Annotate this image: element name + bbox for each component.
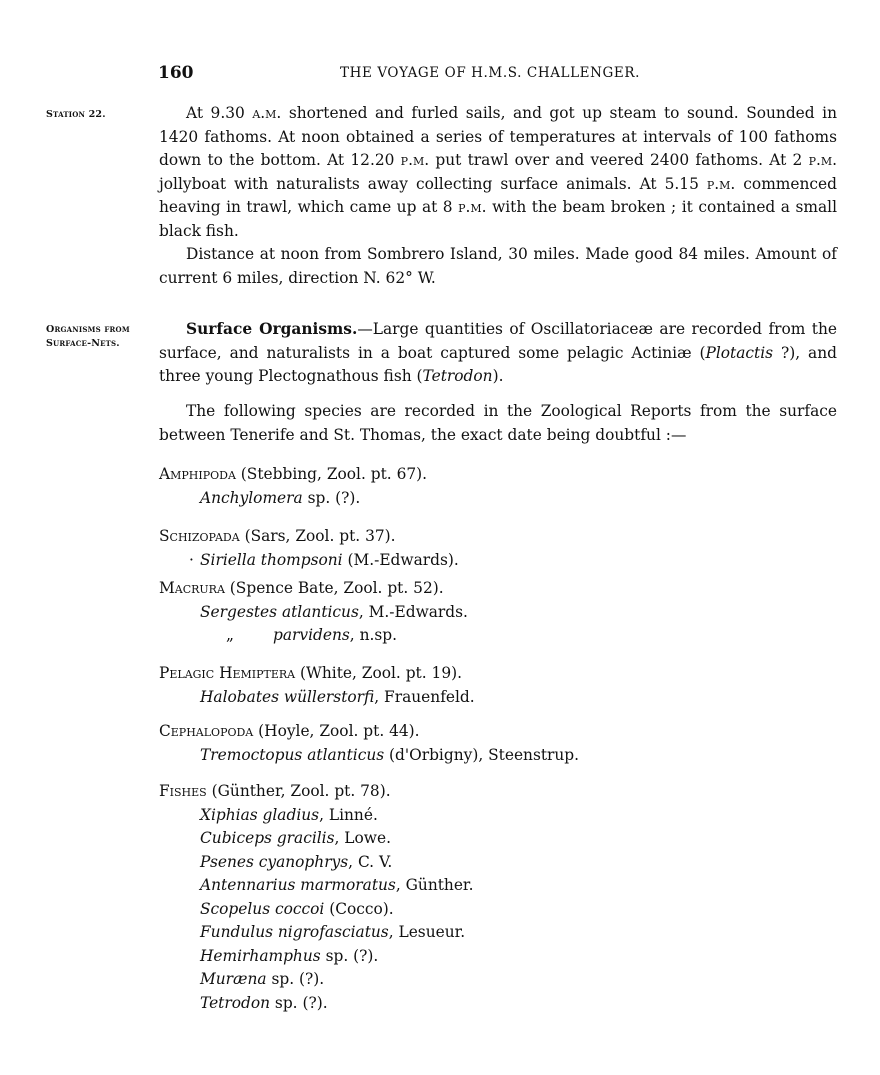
- species-entry: [159, 624, 468, 648]
- time-abbrev: p.m.: [808, 151, 838, 169]
- species-name: Hemirhamphus: [200, 946, 321, 965]
- species-author: , Lesueur.: [388, 923, 466, 941]
- group-reference: (Sars, Zool. pt. 37).: [239, 527, 396, 545]
- species-author: (M.-Edwards).: [342, 550, 459, 569]
- group-name: Cephalopoda: [159, 722, 254, 740]
- group-reference: (Hoyle, Zool. pt. 44).: [253, 722, 420, 740]
- species-name: Muræna: [200, 970, 267, 988]
- species-name: Tetrodon: [200, 993, 271, 1012]
- species-name: Siriella thompsoni: [200, 550, 343, 569]
- species-entry: [159, 874, 474, 898]
- group-name: Pelagic Hemiptera: [159, 664, 296, 682]
- text-run: jollyboat with naturalists away collecting surface animals. At 5.15: [159, 174, 707, 193]
- genus-name: Tetrodon: [422, 367, 493, 385]
- species-entry: [159, 968, 474, 992]
- species-author: sp. (?).: [302, 488, 361, 507]
- group-name: Macrura: [159, 579, 225, 597]
- species-entry: [159, 601, 468, 625]
- species-author: sp. (?).: [270, 993, 328, 1012]
- species-author: , Frauenfeld.: [374, 687, 475, 706]
- text-run: ).: [492, 367, 504, 385]
- page-number: 160: [158, 63, 194, 83]
- species-name: Psenes cyanophrys: [200, 852, 349, 871]
- species-author: , Günther.: [395, 876, 474, 894]
- group-fishes: [159, 780, 474, 1015]
- species-entry: [159, 945, 474, 969]
- group-cephalopoda: [159, 720, 579, 767]
- species-entry: [159, 921, 474, 945]
- species-name: Sergestes atlanticus: [200, 602, 359, 621]
- species-intro-paragraph: The following species are recorded in the Zoological Reports from the surface between Tenerife and St. Thomas, the exact date being doubtful :—: [159, 402, 837, 444]
- time-abbrev: p.m.: [706, 174, 736, 193]
- species-name: Fundulus nigrofasciatus: [200, 923, 389, 941]
- species-author: (Cocco).: [324, 899, 394, 918]
- text-run: ?), and three young Plectognathous fish (: [159, 343, 837, 385]
- text-run: At 9.30: [186, 104, 253, 122]
- species-name: Cubiceps gracilis: [200, 829, 335, 847]
- group-reference: (Stebbing, Zool. pt. 67).: [235, 465, 428, 483]
- page-header: [158, 63, 838, 85]
- species-entry: [159, 898, 474, 922]
- group-name: Amphipoda: [159, 465, 236, 483]
- group-macrura: [159, 577, 468, 648]
- species-name: Xiphias gladius: [200, 805, 320, 824]
- station-narrative-paragraph: [159, 102, 837, 243]
- margin-note-line: Surface-Nets.: [46, 338, 120, 349]
- time-abbrev: p.m.: [400, 151, 430, 169]
- text-run: commenced heaving in trawl, which came up at 8: [159, 174, 837, 216]
- text-run: —Large quantities of Oscillatoriaceæ are recorded from the surface, and naturalists in a boat captured some pelagic Actiniæ (: [159, 320, 838, 362]
- text-run: put trawl over and veered 2400 fathoms. At 2: [429, 151, 809, 169]
- group-name: Fishes: [159, 782, 207, 800]
- species-entry: [159, 851, 474, 875]
- group-pelagic-hemiptera: [159, 662, 475, 709]
- species-author: , Lowe.: [334, 829, 391, 847]
- text-run: shortened and furled sails, and got up steam to sound. Sounded in 1420 fathoms. At noon obtained a series of temperatures at intervals of 100 fathoms down to the bottom. At 12.20: [159, 104, 837, 169]
- group-name: Schizopada: [159, 527, 240, 545]
- species-entry: [159, 686, 475, 710]
- species-author: , C. V.: [348, 852, 393, 871]
- group-reference: (Günther, Zool. pt. 78).: [206, 782, 391, 800]
- section-heading: Surface Organisms.: [186, 320, 358, 338]
- time-abbrev: a.m.: [252, 104, 282, 122]
- species-name: Tremoctopus atlanticus: [200, 745, 385, 764]
- text-run: with the beam broken ; it contained a small black fish.: [159, 198, 837, 240]
- species-entry: [159, 487, 427, 511]
- species-author: , M.-Edwards.: [358, 602, 468, 621]
- margin-note-station: Station 22.: [46, 109, 106, 120]
- time-abbrev: p.m.: [458, 198, 487, 216]
- surface-organisms-paragraph: [159, 318, 837, 389]
- group-reference: (Spence Bate, Zool. pt. 52).: [224, 579, 444, 597]
- species-name: Halobates wüllerstorfi: [200, 687, 375, 706]
- species-entry: [159, 744, 579, 768]
- species-name: parvidens: [273, 626, 350, 644]
- group-schizopada: [159, 525, 459, 572]
- group-amphipoda: [159, 463, 427, 510]
- group-reference: (White, Zool. pt. 19).: [295, 664, 463, 682]
- species-author: sp. (?).: [266, 970, 325, 988]
- species-name: Antennarius marmoratus: [200, 876, 396, 894]
- species-author: , Linné.: [319, 805, 378, 824]
- species-entry: [159, 804, 474, 828]
- species-entry: [159, 992, 474, 1016]
- species-author: (d'Orbigny), Steenstrup.: [384, 745, 580, 764]
- distance-paragraph: Distance at noon from Sombrero Island, 30 miles. Made good 84 miles. Amount of current 6 miles, direction N. 62° W.: [159, 245, 837, 287]
- running-title: THE VOYAGE OF H.M.S. CHALLENGER.: [340, 65, 641, 81]
- margin-note-organisms: [46, 323, 130, 351]
- species-name: Scopelus coccoi: [200, 899, 325, 918]
- ditto-mark: „: [226, 626, 234, 644]
- species-entry: · Siriella thompsoni (M.-Edwards).: [189, 550, 459, 569]
- margin-note-line: Organisms from: [46, 324, 130, 335]
- species-author: , n.sp.: [349, 626, 398, 644]
- species-name: Anchylomera: [200, 488, 303, 507]
- species-author: sp. (?).: [320, 946, 379, 965]
- genus-name: Plotactis: [705, 343, 774, 362]
- species-entry: [159, 827, 474, 851]
